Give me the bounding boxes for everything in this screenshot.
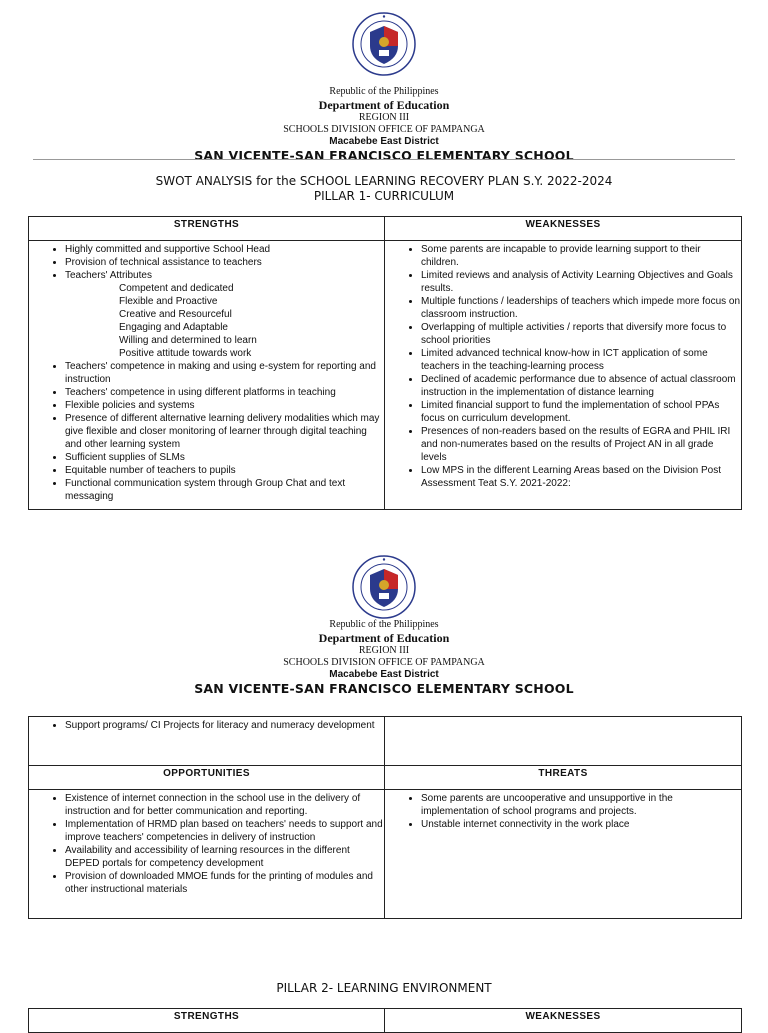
department-line: Department of Education xyxy=(318,631,450,645)
list-item: • Unstable internet connectivity in the work place xyxy=(421,818,741,831)
swot-table-pillar2 xyxy=(28,1008,742,1033)
list-item: • Highly committed and supportive School Head xyxy=(65,243,384,256)
attribute-item: Competent and dedicated xyxy=(119,283,234,294)
threats-header: THREATS xyxy=(385,766,742,790)
district-line: Macabebe East District xyxy=(329,136,439,147)
weaknesses-cell xyxy=(385,241,742,510)
swot-table-pillar1-continued xyxy=(28,716,742,919)
list-item: • Multiple functions / leaderships of teachers which impede more focus on classroom instruction. xyxy=(421,295,741,321)
list-item: • Functional communication system through Group Chat and text messaging xyxy=(65,477,384,503)
division-line: SCHOOLS DIVISION OFFICE OF PAMPANGA xyxy=(283,124,485,135)
swot-title: SWOT ANALYSIS for the SCHOOL LEARNING RECOVERY PLAN S.Y. 2022-2024 xyxy=(155,174,613,188)
attribute-item: Creative and Resourceful xyxy=(119,309,232,320)
list-item: • Implementation of HRMD plan based on teachers' needs to support and improve teachers' competencies in delivery of instruction xyxy=(65,818,384,844)
document-title xyxy=(0,174,768,204)
deped-seal-icon xyxy=(352,555,416,619)
district-line: Macabebe East District xyxy=(329,669,439,680)
list-item: • Presences of non-readers based on the results of EGRA and PHIL IRI and non-numerates based on the results of Project AN in all grade levels xyxy=(421,425,741,464)
attribute-item: Engaging and Adaptable xyxy=(119,322,228,333)
header-divider-1 xyxy=(33,159,735,160)
threats-cell xyxy=(385,790,742,919)
list-item: • Availability and accessibility of learning resources in the different DEPED portals for competency development xyxy=(65,844,384,870)
list-item: • Teachers' Attributes xyxy=(65,269,384,282)
department-line: Department of Education xyxy=(318,98,450,112)
strengths-header: STRENGTHS xyxy=(29,1009,385,1033)
list-item: • Limited financial support to fund the implementation of school PPAs focus on curriculum development. xyxy=(421,399,741,425)
attribute-item: Flexible and Proactive xyxy=(119,296,218,307)
list-item: • Some parents are incapable to provide learning support to their children. xyxy=(421,243,741,269)
attribute-item: Positive attitude towards work xyxy=(119,348,252,359)
list-item: • Sufficient supplies of SLMs xyxy=(65,451,384,464)
strengths-header: STRENGTHS xyxy=(29,217,385,241)
list-item: • Limited advanced technical know-how in ICT application of some teachers in the teaching-learning process xyxy=(421,347,741,373)
letterhead-2 xyxy=(0,555,768,697)
list-item: • Support programs/ CI Projects for literacy and numeracy development xyxy=(65,719,384,732)
region-line: REGION III xyxy=(358,112,410,123)
list-item: • Existence of internet connection in the school use in the delivery of instruction and for better communication and reporting. xyxy=(65,792,384,818)
weaknesses-header: WEAKNESSES xyxy=(385,217,742,241)
list-item: • Teachers' competence in making and using e-system for reporting and instruction xyxy=(65,360,384,386)
list-item: • Provision of downloaded MMOE funds for the printing of modules and other instructional materials xyxy=(65,870,384,896)
letterhead-1 xyxy=(0,12,768,164)
weaknesses-header: WEAKNESSES xyxy=(385,1009,742,1033)
list-item: • Limited reviews and analysis of Activity Learning Objectives and Goals results. xyxy=(421,269,741,295)
swot-table-pillar1 xyxy=(28,216,742,510)
list-item: • Equitable number of teachers to pupils xyxy=(65,464,384,477)
opportunities-header: OPPORTUNITIES xyxy=(29,766,385,790)
list-item: • Some parents are uncooperative and unsupportive in the implementation of school programs and projects. xyxy=(421,792,741,818)
list-item: • Provision of technical assistance to teachers xyxy=(65,256,384,269)
strengths-cell xyxy=(29,241,385,510)
list-item: • Flexible policies and systems xyxy=(65,399,384,412)
pillar2-title: PILLAR 2- LEARNING ENVIRONMENT xyxy=(276,981,492,995)
school-name: SAN VICENTE-SAN FRANCISCO ELEMENTARY SCHOOL xyxy=(194,681,574,696)
division-line: SCHOOLS DIVISION OFFICE OF PAMPANGA xyxy=(283,657,485,668)
list-item: • Low MPS in the different Learning Areas based on the Division Post Assessment Teat S.Y. 2021-2022: xyxy=(421,464,741,490)
strengths-continued-cell xyxy=(29,717,385,766)
republic-line: Republic of the Philippines xyxy=(329,619,439,630)
weaknesses-continued-cell xyxy=(385,717,742,766)
pillar1-title: PILLAR 1- CURRICULUM xyxy=(313,189,455,203)
republic-line: Republic of the Philippines xyxy=(329,86,439,97)
region-line: REGION III xyxy=(358,645,410,656)
list-item: • Declined of academic performance due to absence of actual classroom instruction in the implementation of distance learning xyxy=(421,373,741,399)
list-item: • Teachers' competence in using different platforms in teaching xyxy=(65,386,384,399)
school-name: SAN VICENTE-SAN FRANCISCO ELEMENTARY SCHOOL xyxy=(194,148,574,163)
deped-seal-icon xyxy=(352,12,416,76)
attribute-item: Willing and determined to learn xyxy=(119,335,257,346)
list-item: • Presence of different alternative learning delivery modalities which may give flexible and closer monitoring of learner through digital teaching and other learning system xyxy=(65,412,384,451)
opportunities-cell xyxy=(29,790,385,919)
list-item: • Overlapping of multiple activities / reports that diversify more focus to school priorities xyxy=(421,321,741,347)
